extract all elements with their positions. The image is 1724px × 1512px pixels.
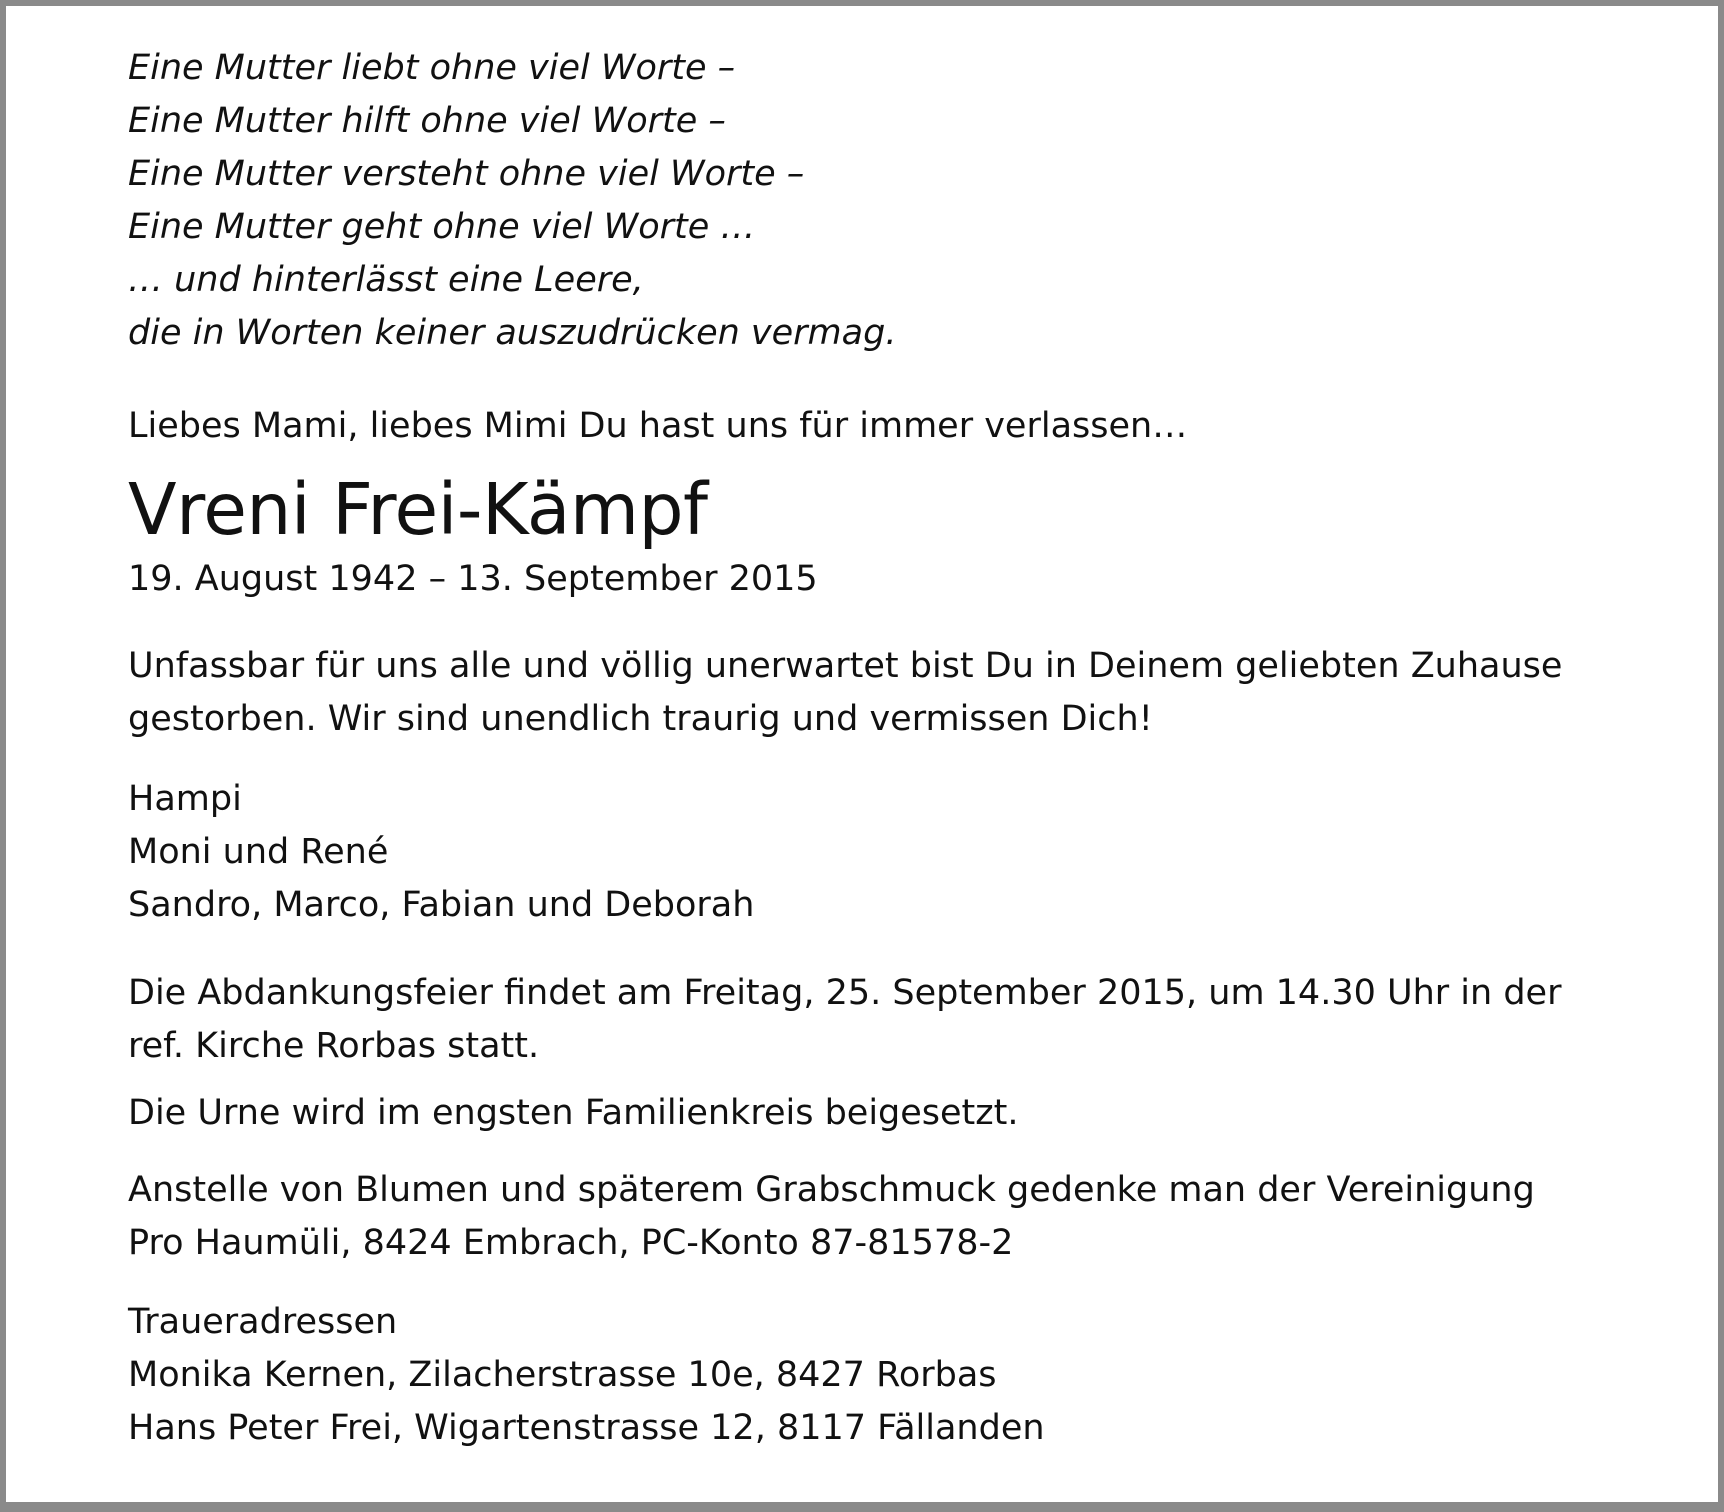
- obituary-content: [128, 42, 1628, 1455]
- poem-line: Eine Mutter hilft ohne viel Worte –: [128, 101, 726, 141]
- mourning-addresses: [128, 1296, 1628, 1455]
- message-line: gestorben. Wir sind unendlich traurig und vermissen Dich!: [128, 699, 1153, 739]
- ceremony-paragraph: [128, 967, 1628, 1073]
- poem-line: … und hinterlässt eine Leere,: [128, 260, 644, 300]
- intro-text: Liebes Mami, liebes Mimi Du hast uns für immer verlassen…: [128, 406, 1188, 446]
- family-member: Moni und René: [128, 832, 389, 872]
- ceremony-line: ref. Kirche Rorbas statt.: [128, 1026, 540, 1066]
- deceased-name: Vreni Frei-Kämpf: [128, 468, 708, 551]
- address-line: Hans Peter Frei, Wigartenstrasse 12, 8117 Fällanden: [128, 1408, 1045, 1448]
- donation-line: Pro Haumüli, 8424 Embrach, PC-Konto 87-81578-2: [128, 1223, 1014, 1263]
- poem-line: Eine Mutter geht ohne viel Worte …: [128, 207, 756, 247]
- donation-paragraph: [128, 1164, 1628, 1270]
- family-list: [128, 773, 1628, 932]
- poem-line: Eine Mutter versteht ohne viel Worte –: [128, 154, 805, 194]
- addresses-heading: Traueradressen: [128, 1302, 398, 1342]
- urn-text: Die Urne wird im engsten Familienkreis beigesetzt.: [128, 1093, 1019, 1133]
- message-paragraph: [128, 640, 1628, 746]
- life-dates: 19. August 1942 – 13. September 2015: [128, 559, 818, 599]
- address-line: Monika Kernen, Zilacherstrasse 10e, 8427 Rorbas: [128, 1355, 997, 1395]
- poem-line: die in Worten keiner auszudrücken vermag.: [128, 313, 897, 353]
- poem-line: Eine Mutter liebt ohne viel Worte –: [128, 48, 736, 88]
- ceremony-line: Die Abdankungsfeier findet am Freitag, 25. September 2015, um 14.30 Uhr in der: [128, 973, 1562, 1013]
- message-line: Unfassbar für uns alle und völlig unerwartet bist Du in Deinem geliebten Zuhause: [128, 646, 1563, 686]
- poem: [128, 42, 1628, 360]
- family-member: Sandro, Marco, Fabian und Deborah: [128, 885, 755, 925]
- family-member: Hampi: [128, 779, 242, 819]
- donation-line: Anstelle von Blumen und späterem Grabschmuck gedenke man der Vereinigung: [128, 1170, 1535, 1210]
